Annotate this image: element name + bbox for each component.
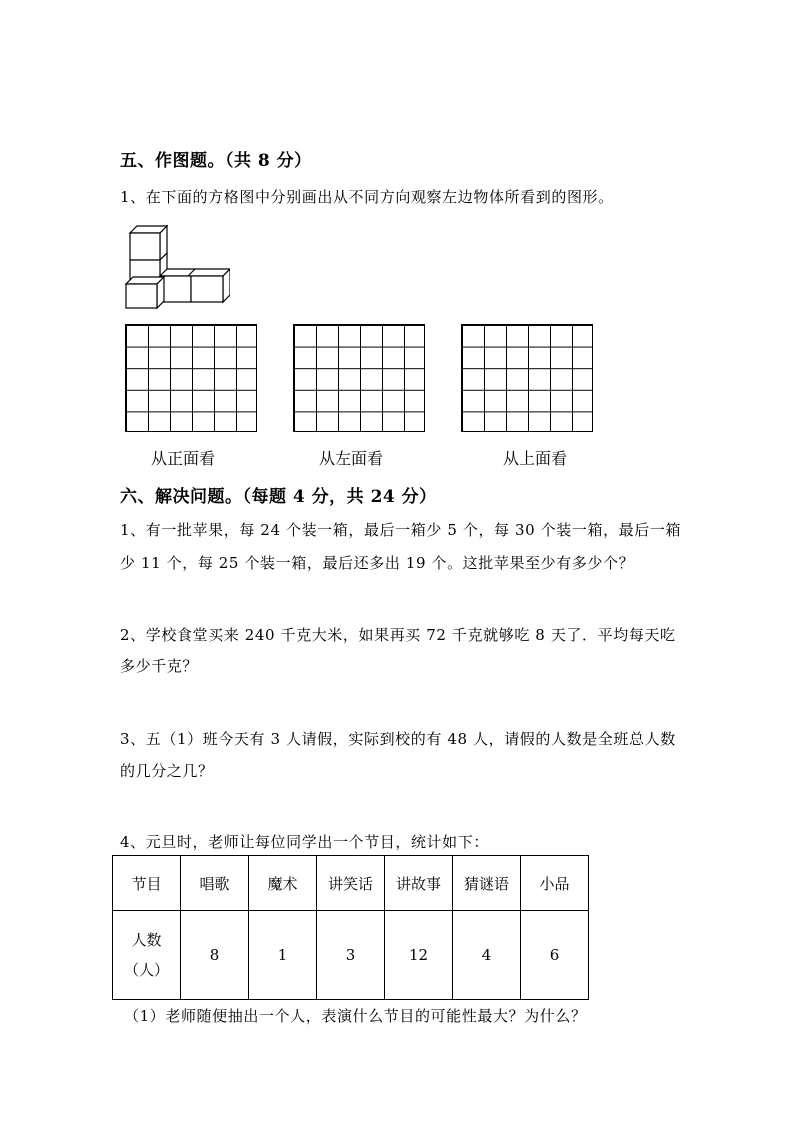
question-6-4-intro: 4、元旦时，老师让每位同学出一个节目，统计如下： bbox=[120, 833, 489, 851]
table-cell: 3 bbox=[317, 911, 385, 1000]
table-header-cell: 讲笑话 bbox=[317, 856, 385, 911]
table-row bbox=[113, 911, 589, 1000]
table-header-cell: 讲故事 bbox=[385, 856, 453, 911]
row-label-line1: 人数 bbox=[131, 931, 162, 949]
label-top-view: 从上面看 bbox=[503, 449, 568, 468]
table-row-label bbox=[113, 911, 181, 1000]
table-cell: 4 bbox=[453, 911, 521, 1000]
table-cell: 12 bbox=[385, 911, 453, 1000]
label-left-view: 从左面看 bbox=[319, 449, 384, 468]
table-header-cell: 魔术 bbox=[249, 856, 317, 911]
table-header-cell: 小品 bbox=[521, 856, 589, 911]
question-6-2-line1: 2、学校食堂买来 240 千克大米，如果再买 72 千克就够吃 8 天了．平均每天吃 bbox=[120, 626, 676, 644]
question-6-4-sub1: （1）老师随便抽出一个人，表演什么节目的可能性最大？为什么？ bbox=[124, 1007, 587, 1025]
question-6-3-line1: 3、五（1）班今天有 3 人请假，实际到校的有 48 人，请假的人数是全班总人数 bbox=[120, 730, 676, 748]
cube-figure bbox=[120, 216, 230, 310]
table-header-row bbox=[113, 856, 589, 911]
row-label-line2: （人） bbox=[123, 961, 169, 979]
question-6-3-line2: 的几分之几？ bbox=[120, 762, 214, 780]
section-5-heading: 五、作图题。（共 8 分） bbox=[120, 151, 312, 171]
label-front-view: 从正面看 bbox=[151, 449, 216, 468]
table-header-cell: 节目 bbox=[113, 856, 181, 911]
grid-front-view[interactable] bbox=[125, 324, 257, 432]
table-header-cell: 唱歌 bbox=[181, 856, 249, 911]
table-cell: 6 bbox=[521, 911, 589, 1000]
table-header-cell: 猜谜语 bbox=[453, 856, 521, 911]
grid-left-view[interactable] bbox=[293, 324, 425, 432]
question-6-1-line2: 少 11 个，每 25 个装一箱，最后还多出 19 个。这批苹果至少有多少个？ bbox=[120, 554, 635, 572]
table-cell: 1 bbox=[249, 911, 317, 1000]
question-5-1: 1、在下面的方格图中分别画出从不同方向观察左边物体所看到的图形。 bbox=[120, 188, 614, 206]
question-6-1-line1: 1、有一批苹果，每 24 个装一箱，最后一箱少 5 个，每 30 个装一箱，最后一箱 bbox=[120, 521, 682, 539]
grid-top-view[interactable] bbox=[461, 324, 593, 432]
table-cell: 8 bbox=[181, 911, 249, 1000]
question-6-2-line2: 多少千克？ bbox=[120, 657, 199, 675]
section-6-heading: 六、解决问题。（每题 4 分，共 24 分） bbox=[120, 487, 437, 507]
program-stats-table bbox=[112, 855, 589, 1000]
